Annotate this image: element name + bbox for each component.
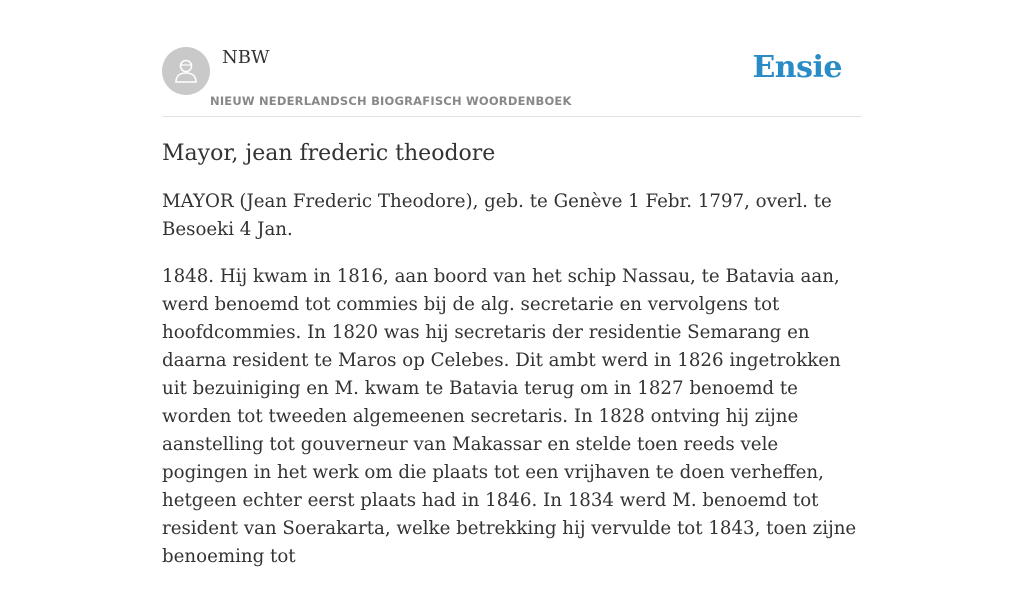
source-subtitle[interactable]: NIEUW NEDERLANDSCH BIOGRAFISCH WOORDENBOEK — [210, 94, 572, 108]
source-name[interactable]: NBW — [222, 47, 270, 68]
entry-paragraph: 1848. Hij kwam in 1816, aan boord van het schip Nassau, te Batavia aan, werd benoemd tot commies bij de alg. secretarie en vervolgens tot hoofdcommies. In 1820 was hij secretaris der residentie Semarang en daarna resident te Maros op Celebes. Dit ambt werd in 1826 ingetrokken uit bezuiniging en M. kwam te Batavia terug om in 1827 benoemd te worden tot tweeden algemeenen secretaris. In 1828 ontving hij zijne aanstelling tot gouverneur van Makassar en stelde toen reeds vele pogingen in het werk om die plaats tot een vrijhaven te doen verheffen, hetgeen echter eerst plaats had in 1846. In 1834 werd M. benoemd tot resident van Soerakarta, welke betrekking hij vervulde tot 1843, toen zijne benoeming tot — [162, 266, 857, 567]
brand-logo[interactable]: Ensie — [752, 50, 842, 85]
source-header — [162, 44, 862, 117]
avatar[interactable] — [162, 47, 210, 95]
entry-title: Mayor, jean frederic theodore — [162, 141, 496, 166]
entry-content — [162, 138, 862, 590]
user-icon — [171, 56, 201, 86]
entry-paragraph: MAYOR (Jean Frederic Theodore), geb. te Genève 1 Febr. 1797, overl. te Besoeki 4 Jan. — [162, 191, 832, 240]
